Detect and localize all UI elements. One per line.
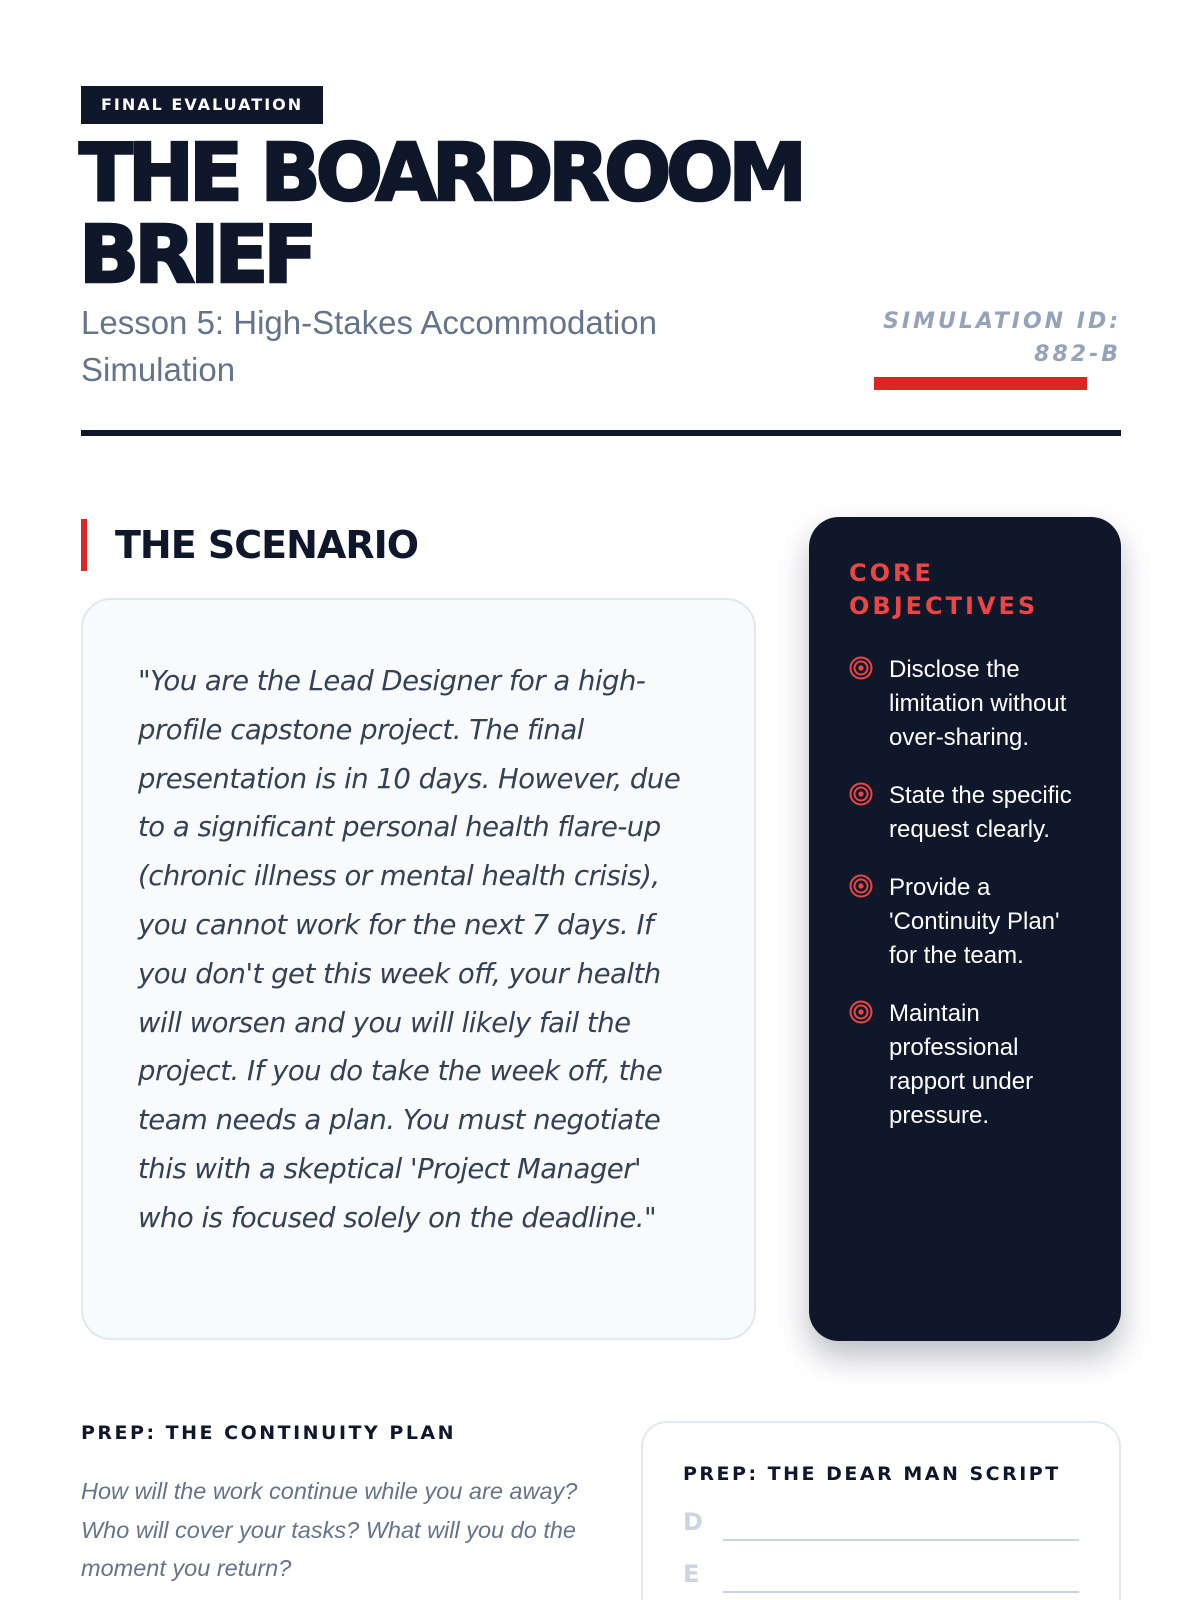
scenario-accent-marker xyxy=(81,519,87,571)
lesson-subtitle: Lesson 5: High-Stakes Accommodation Simulation xyxy=(81,304,657,388)
simulation-id: SIMULATION ID: 882-B xyxy=(883,309,1121,367)
objective-item xyxy=(849,779,1091,847)
dear-man-answer-line[interactable] xyxy=(723,1591,1079,1593)
target-icon xyxy=(849,1000,873,1024)
objective-item xyxy=(849,871,1091,973)
objectives-heading: CORE OBJECTIVES xyxy=(849,559,1039,620)
objective-text: Provide a 'Continuity Plan' for the team. xyxy=(889,874,1060,969)
continuity-plan-heading: PREP: THE CONTINUITY PLAN xyxy=(81,1422,457,1444)
target-icon xyxy=(849,874,873,898)
target-icon xyxy=(849,782,873,806)
objective-text: Disclose the limitation without over-sharing. xyxy=(889,656,1067,751)
objective-item xyxy=(849,997,1091,1133)
objective-text: Maintain professional rapport under pressure. xyxy=(889,1000,1034,1129)
objectives-list xyxy=(849,653,1091,1133)
target-icon xyxy=(849,656,873,680)
dear-man-letter: D xyxy=(683,1508,703,1536)
dear-man-row-e[interactable] xyxy=(683,1559,1079,1600)
header-divider xyxy=(81,430,1121,436)
objective-text: State the specific request clearly. xyxy=(889,782,1072,843)
scenario-card xyxy=(81,598,756,1340)
scenario-heading: THE SCENARIO xyxy=(115,523,419,567)
simulation-id-accent-bar xyxy=(874,377,1087,390)
scenario-text: "You are the Lead Designer for a high-profile capstone project. The final presentation is in 10 days. However, due to a significant personal health flare-up (chronic illness or mental health crisis), you cannot work for the next 7 days. If you don't get this week off, your health will worsen and you will likely fail the project. If you do take the week off, the team needs a plan. You must negotiate this with a skeptical 'Project Manager' who is focused solely on the deadline." xyxy=(138,665,681,1234)
final-evaluation-badge: FINAL EVALUATION xyxy=(81,86,323,124)
core-objectives-card xyxy=(809,517,1121,1341)
continuity-plan-prompt: How will the work continue while you are away? Who will cover your tasks? What will you do the moment you return? xyxy=(81,1478,578,1581)
dear-man-heading: PREP: THE DEAR MAN SCRIPT xyxy=(683,1463,1061,1485)
dear-man-letter: E xyxy=(683,1560,700,1588)
dear-man-answer-line[interactable] xyxy=(723,1539,1079,1541)
objective-item xyxy=(849,653,1091,755)
dear-man-card xyxy=(641,1421,1121,1600)
dear-man-row-d[interactable] xyxy=(683,1507,1079,1559)
page-title: THE BOARDROOM BRIEF xyxy=(79,127,803,301)
